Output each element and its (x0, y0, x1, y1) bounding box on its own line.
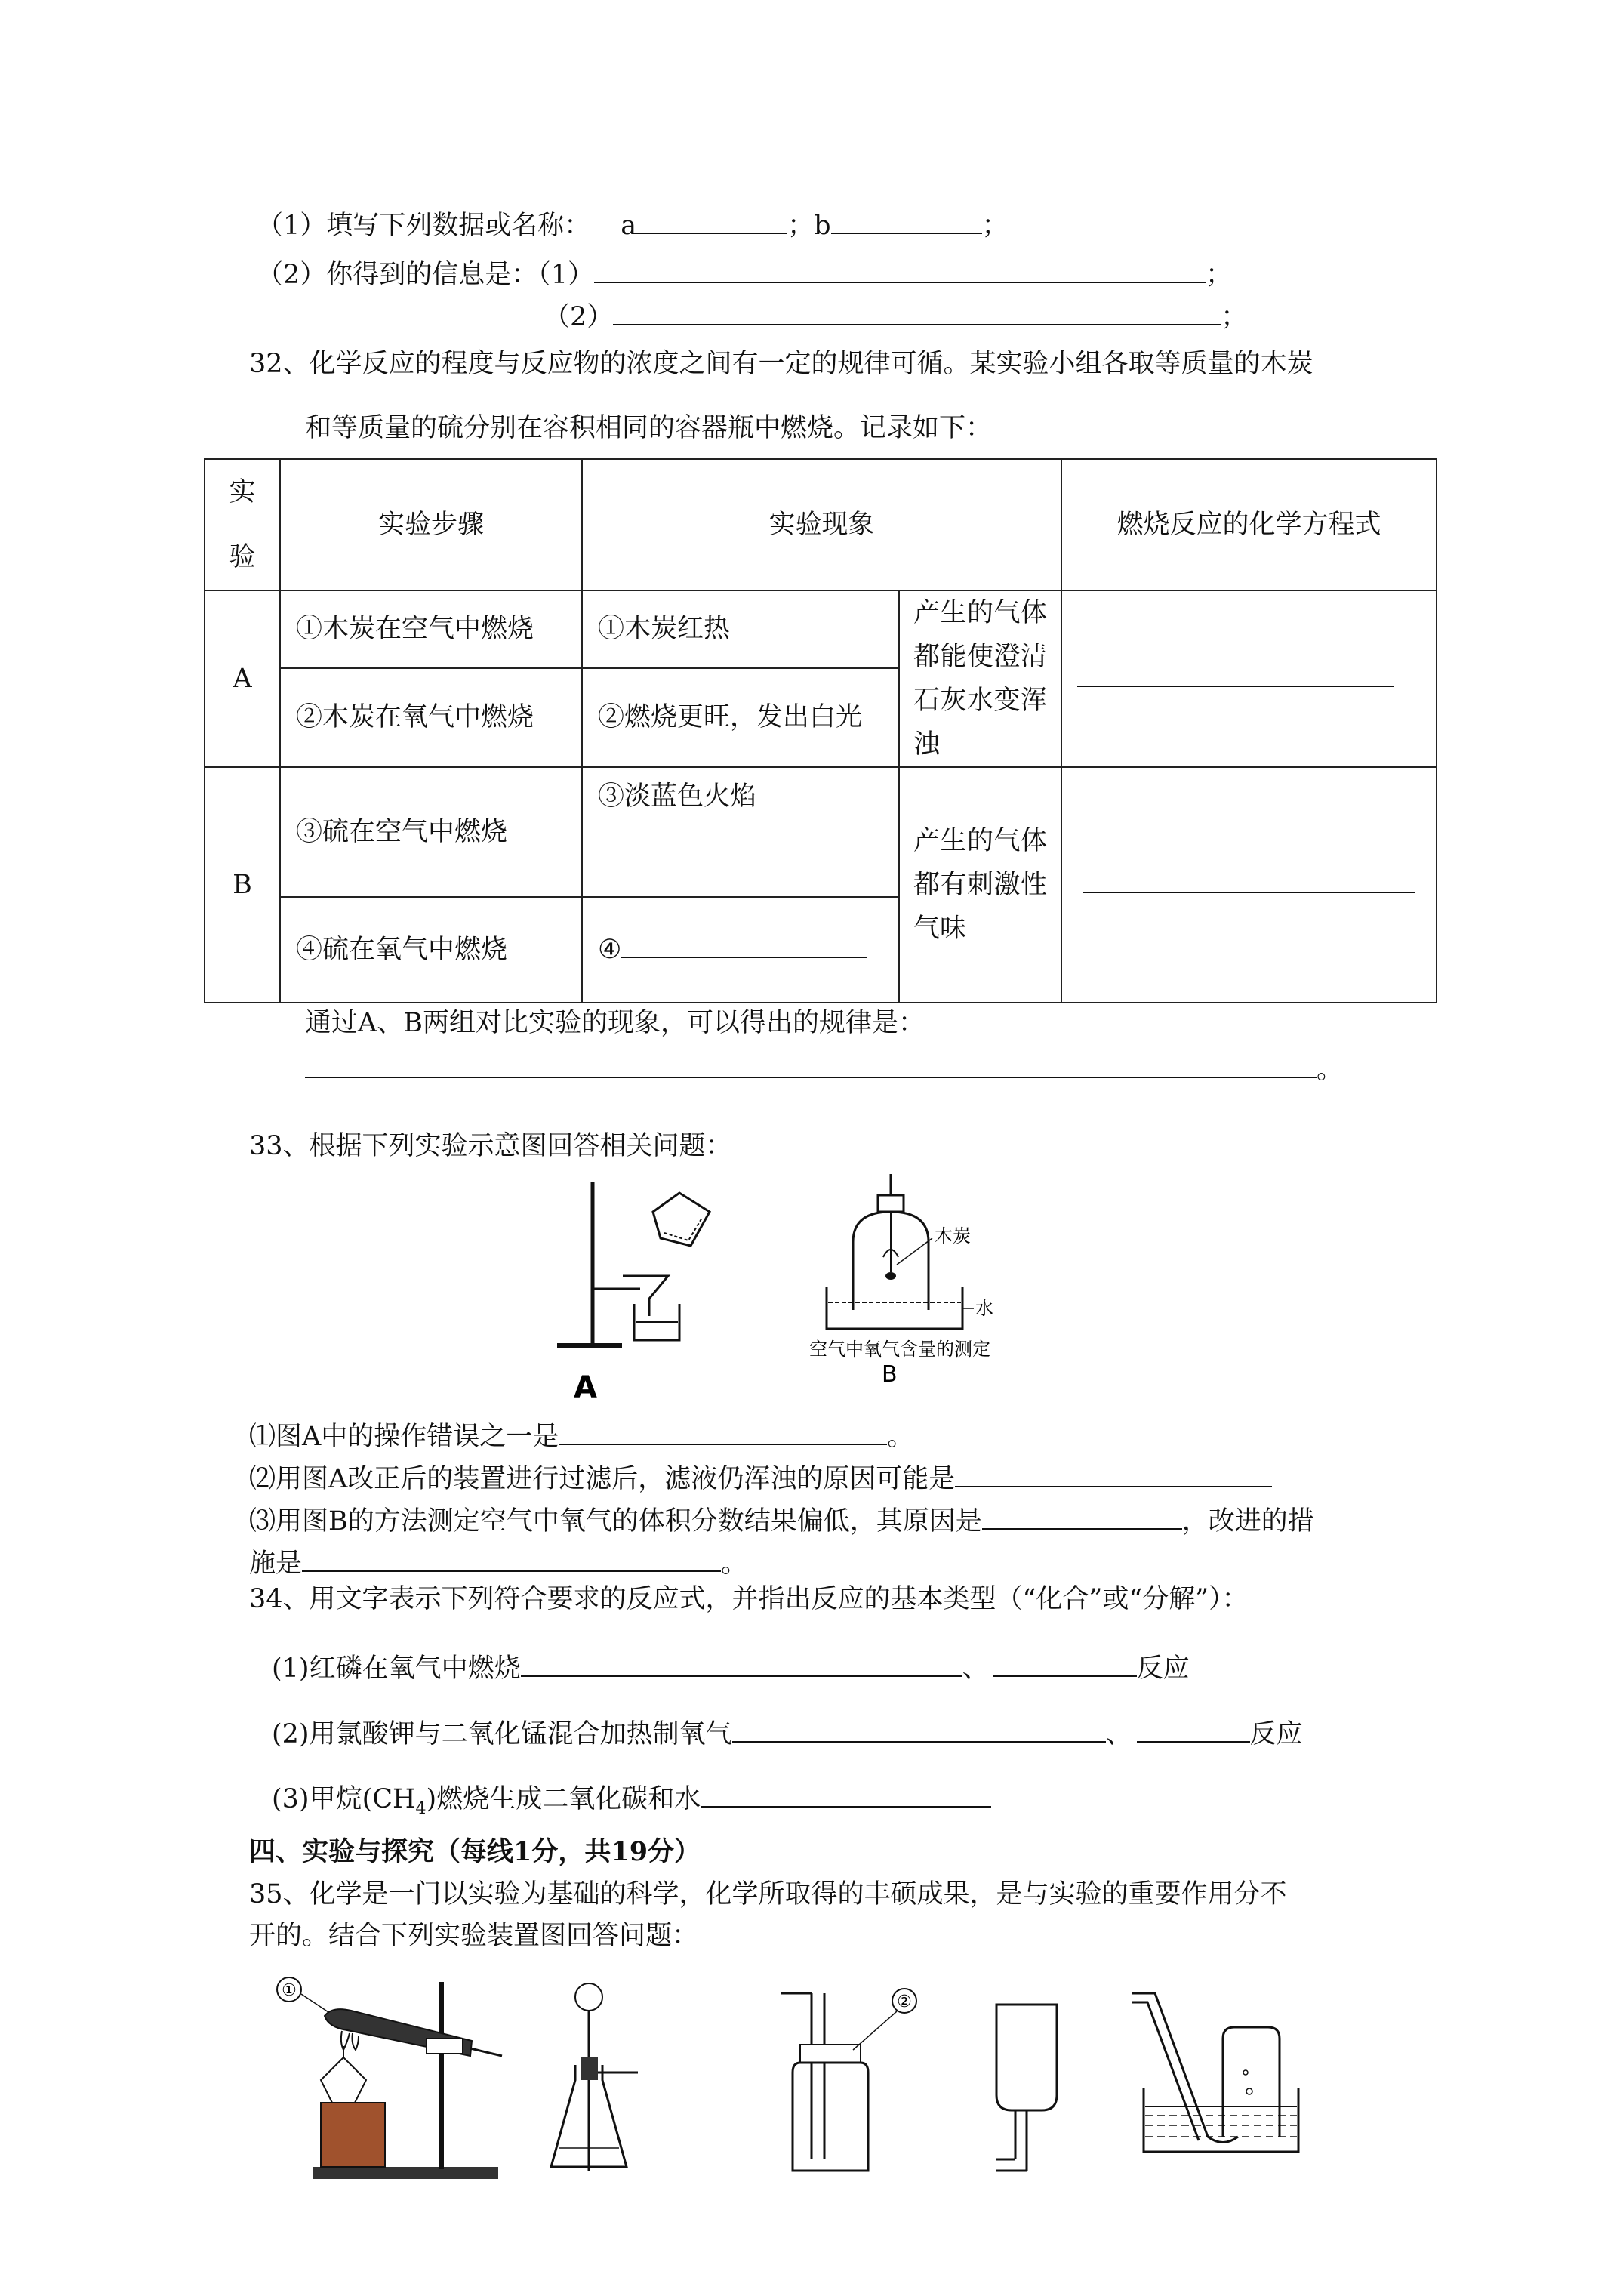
figure-b-water-label: 水 (975, 1298, 993, 1319)
q32-line1: 32、化学反应的程度与反应物的浓度之间有一定的规律可循。某实验小组各取等质量的木炭 (249, 349, 1313, 379)
blank-conclusion[interactable] (305, 1049, 1317, 1078)
apparatus-4-inverted-bottle (981, 1997, 1072, 2182)
blank-q33-3a[interactable] (982, 1501, 1182, 1530)
apparatus-3-bottle (770, 1978, 936, 2182)
group-a: A (205, 590, 280, 767)
blank-b[interactable] (831, 205, 982, 234)
figure-b-oxygen-test (800, 1174, 1027, 1385)
q34-item2: (2)用氯酸钾与二氧化锰混合加热制氧气 、 反应 (272, 1714, 1303, 1751)
q32-conclusion: 通过A、B两组对比实验的现象，可以得出的规律是： (305, 1008, 925, 1038)
section4-title: 四、实验与探究（每线1分，共19分） (249, 1836, 701, 1867)
blank-a[interactable] (636, 205, 787, 234)
blank-q33-2[interactable] (955, 1459, 1272, 1487)
q33-s3-cont: 施是 。 (249, 1543, 747, 1580)
step-1: ①木炭在空气中燃烧 (280, 590, 582, 668)
q32-conclusion-line: 。 (305, 1049, 1343, 1086)
blank-q34-2b[interactable] (1137, 1714, 1250, 1743)
figure-b-charcoal-label: 木炭 (935, 1225, 971, 1247)
q34-item3: (3)甲烷$(CH_4)$燃烧生成二氧化碳和水 (272, 1779, 991, 1826)
blank-q34-1a[interactable] (521, 1648, 962, 1677)
q33-s3: ⑶用图B的方法测定空气中氧气的体积分数结果偏低，其原因是 ，改进的措 (249, 1501, 1314, 1538)
blank-q34-3[interactable] (701, 1779, 991, 1808)
header-phenomena: 实验现象 (582, 459, 1061, 590)
q33-s2: ⑵用图A改正后的装置进行过滤后，滤液仍浑浊的原因可能是 (249, 1459, 1272, 1496)
blank-phenomenon-4[interactable] (621, 929, 867, 958)
blank-q34-1b[interactable] (993, 1648, 1137, 1677)
header-experiment: 实 验 (205, 459, 280, 590)
group-b: B (205, 767, 280, 1003)
q34-item1: (1)红磷在氧气中燃烧 、 反应 (272, 1648, 1190, 1685)
equation-b-cell (1061, 767, 1437, 1003)
blank-equation-b[interactable] (1083, 864, 1415, 893)
q33-title: 33、根据下列实验示意图回答相关问题： (249, 1131, 732, 1161)
blank-q34-2a[interactable] (732, 1714, 1106, 1743)
apparatus-2-flask (544, 1982, 672, 2186)
figure-b-caption: 空气中氧气含量的测定 (809, 1339, 990, 1360)
experiment-table (204, 458, 1437, 1003)
q35-line2: 开的。结合下列实验装置图回答问题： (249, 1921, 699, 1951)
q31-part1: （1）填写下列数据或名称： a ；b ； (257, 205, 1009, 242)
phenomenon-2: ②燃烧更旺，发出白光 (582, 668, 899, 767)
blank-q33-1[interactable] (559, 1416, 887, 1445)
figure-a-filtration (551, 1174, 740, 1408)
apparatus-label-2: ② (897, 1992, 912, 2011)
blank-info-1[interactable] (594, 254, 1206, 283)
blank-info-2[interactable] (613, 297, 1221, 325)
step-4: ④硫在氧气中燃烧 (280, 897, 582, 1003)
q35-line1: 35、化学是一门以实验为基础的科学，化学所取得的丰硕成果，是与实验的重要作用分不 (249, 1879, 1287, 1909)
q31-part2-line2: （2） ； (544, 297, 1247, 334)
blank-equation-a[interactable] (1077, 658, 1394, 687)
phenomenon-3: ③淡蓝色火焰 (582, 767, 899, 897)
blank-q33-3b[interactable] (302, 1543, 721, 1572)
figure-a-label: A (574, 1370, 597, 1405)
q32-line2: 和等质量的硫分别在容积相同的容器瓶中燃烧。记录如下： (305, 413, 993, 443)
step-2: ②木炭在氧气中燃烧 (280, 668, 582, 767)
header-steps: 实验步骤 (280, 459, 582, 590)
header-equation: 燃烧反应的化学方程式 (1061, 459, 1437, 590)
phenomenon-1: ①木炭红热 (582, 590, 899, 668)
q33-s1: ⑴图A中的操作错误之一是 。 (249, 1416, 913, 1453)
q34-title: 34、用文字表示下列符合要求的反应式，并指出反应的基本类型（“化合”或“分解”）： (249, 1584, 1249, 1614)
phenomenon-4-cell: ④ (582, 897, 899, 1003)
apparatus-label-1: ① (282, 1981, 297, 2000)
apparatus-1-heating (268, 1974, 540, 2186)
apparatus-5-water-trough (1125, 1986, 1321, 2167)
equation-a-cell (1061, 590, 1437, 767)
common-phenomenon-b: 产生的气体都有刺激性气味 (899, 767, 1061, 1003)
common-phenomenon-a: 产生的气体都能使澄清石灰水变浑浊 (899, 590, 1061, 767)
figure-b-label: B (882, 1361, 898, 1385)
step-3: ③硫在空气中燃烧 (280, 767, 582, 897)
q31-part2-line1: （2）你得到的信息是：（1） ； (257, 254, 1232, 291)
